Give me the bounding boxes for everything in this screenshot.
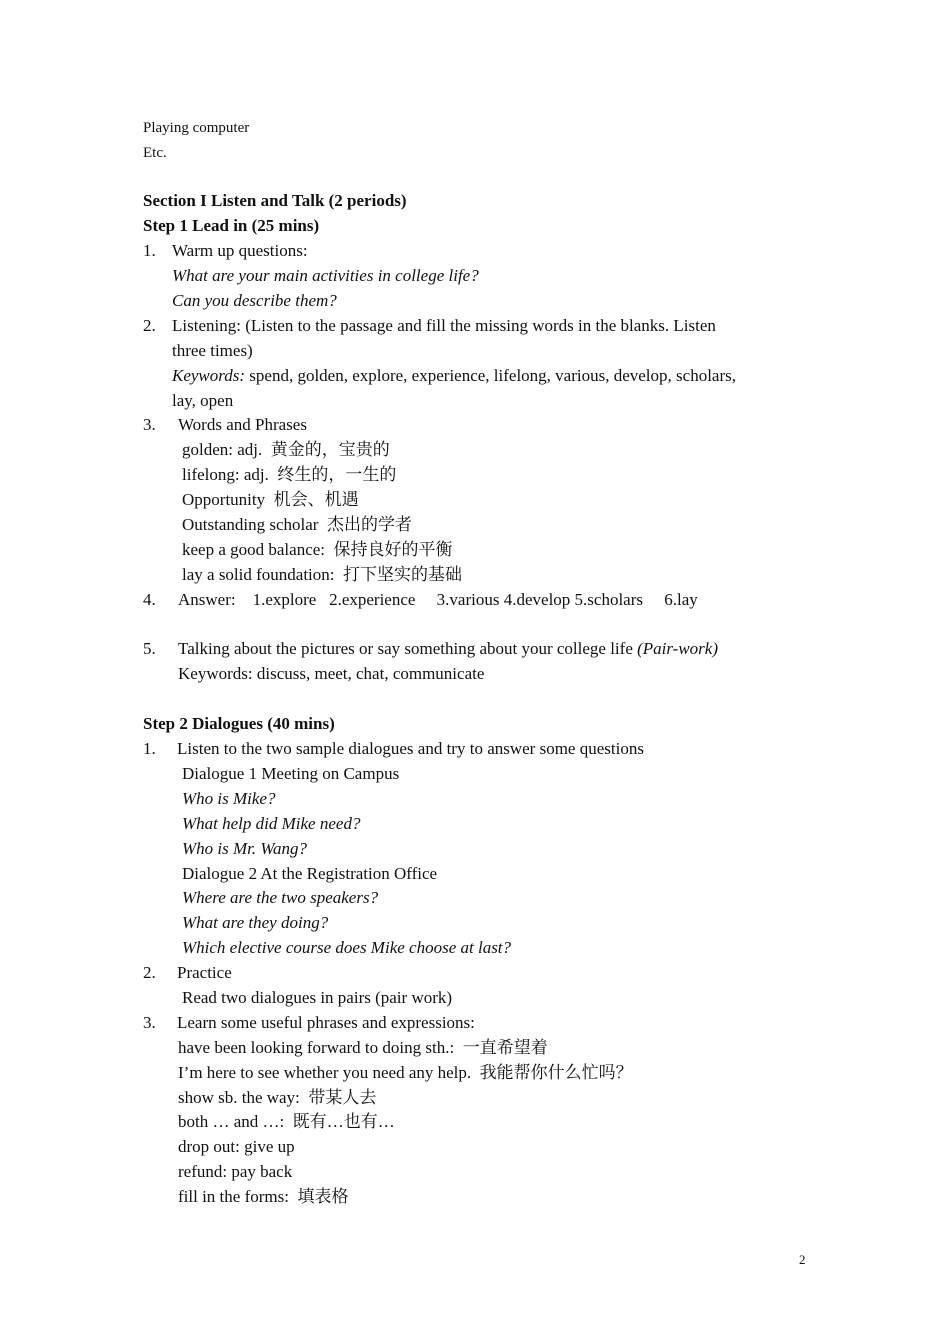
- vocab-item: Opportunity 机会、机遇: [182, 490, 359, 509]
- practice-text: Read two dialogues in pairs (pair work): [182, 988, 453, 1007]
- pair-work-tag: (Pair-work): [637, 639, 718, 658]
- question: What are they doing?: [182, 913, 329, 932]
- question: Which elective course does Mike choose at last?: [182, 938, 512, 957]
- list-item: Practice: [177, 963, 232, 982]
- list-item-cont: three times): [172, 341, 253, 360]
- keywords-line: Keywords: discuss, meet, chat, communicate: [178, 664, 485, 683]
- list-item: Learn some useful phrases and expressions:: [177, 1013, 475, 1032]
- question: What help did Mike need?: [182, 814, 361, 833]
- question: Who is Mr. Wang?: [182, 839, 307, 858]
- section-title: Section I Listen and Talk (2 periods): [143, 191, 407, 210]
- step-title: Step 2 Dialogues (40 mins): [143, 714, 335, 733]
- phrase-item: both … and …: 既有…也有…: [178, 1112, 395, 1131]
- vocab-item: keep a good balance: 保持良好的平衡: [182, 540, 453, 559]
- list-number: 2.: [143, 316, 156, 335]
- list-number: 1.: [143, 739, 156, 758]
- dialogue-title: Dialogue 1 Meeting on Campus: [182, 764, 400, 783]
- list-number: 2.: [143, 963, 156, 982]
- vocab-item: Outstanding scholar 杰出的学者: [182, 515, 412, 534]
- keywords-line: [172, 366, 736, 386]
- keywords-text: spend, golden, explore, experience, lifelong, various, develop, scholars,: [245, 366, 736, 385]
- phrase-item: fill in the forms: 填表格: [178, 1187, 349, 1206]
- step-title: Step 1 Lead in (25 mins): [143, 216, 320, 235]
- question: Can you describe them?: [172, 291, 337, 310]
- list-item: Words and Phrases: [178, 415, 307, 434]
- page-number: 2: [799, 1252, 806, 1267]
- item-text: Talking about the pictures or say something about your college life: [178, 639, 638, 658]
- vocab-item: lifelong: adj. 终生的，一生的: [182, 465, 397, 484]
- vocab-item: golden: adj. 黄金的，宝贵的: [182, 440, 390, 459]
- phrase-item: have been looking forward to doing sth.: 一直希望着: [178, 1038, 548, 1057]
- keywords-cont: lay, open: [172, 391, 234, 410]
- answer-line: Answer: 1.explore 2.experience 3.various 4.develop 5.scholars 6.lay: [178, 590, 698, 609]
- phrase-item: show sb. the way: 带某人去: [178, 1088, 377, 1107]
- intro-line: Playing computer: [143, 120, 250, 136]
- phrase-item: I’m here to see whether you need any help. 我能帮你什么忙吗？: [178, 1063, 633, 1082]
- list-item: Listening: (Listen to the passage and fill the missing words in the blanks. Listen: [172, 316, 716, 335]
- list-number: 3.: [143, 1013, 156, 1032]
- list-item: Warm up questions:: [172, 241, 308, 260]
- list-number: 4.: [143, 590, 156, 609]
- keywords-label: Keywords:: [172, 366, 246, 385]
- list-item: Listen to the two sample dialogues and try to answer some questions: [177, 739, 644, 758]
- question: Where are the two speakers?: [182, 888, 379, 907]
- phrase-item: refund: pay back: [178, 1162, 293, 1181]
- list-number: 5.: [143, 639, 156, 658]
- list-number: 1.: [143, 241, 156, 260]
- dialogue-title: Dialogue 2 At the Registration Office: [182, 864, 438, 883]
- intro-line: Etc.: [143, 145, 167, 161]
- question: Who is Mike?: [182, 789, 276, 808]
- list-item: [178, 639, 718, 659]
- question: What are your main activities in college life?: [172, 266, 479, 285]
- phrase-item: drop out: give up: [178, 1137, 295, 1156]
- vocab-item: lay a solid foundation: 打下坚实的基础: [182, 565, 463, 584]
- list-number: 3.: [143, 415, 156, 434]
